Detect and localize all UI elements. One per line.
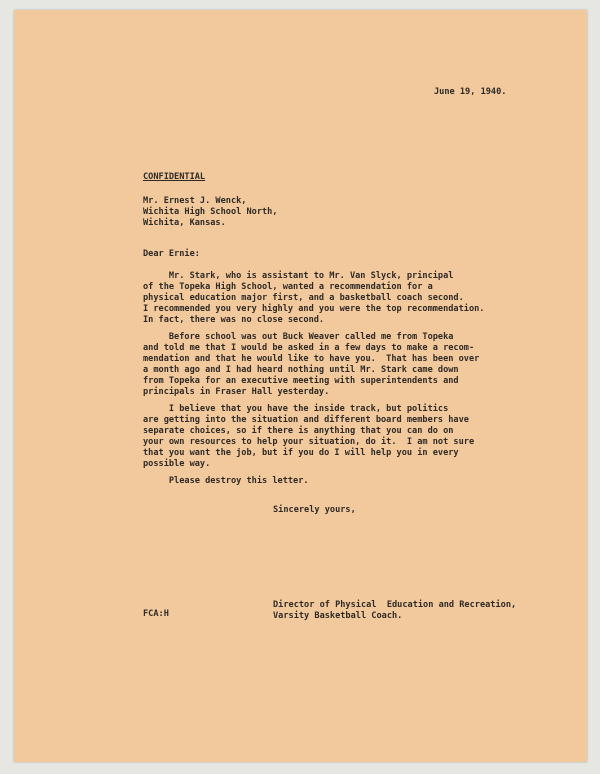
paragraph-line: of the Topeka High School, wanted a recommendation for a [143,282,433,292]
paragraph-line: Please destroy this letter. [143,476,309,486]
paragraph-line: physical education major first, and a basketball coach second. [143,293,464,303]
address-line: Wichita High School North, [143,207,278,217]
letter-page [14,10,587,762]
paragraph-line: In fact, there was no close second. [143,315,325,325]
paragraph-line: Mr. Stark, who is assistant to Mr. Van Slyck, principal [143,271,454,281]
paragraph-line: separate choices, so if there is anything that you can do on [143,426,454,436]
paragraph-1 [143,271,484,326]
paragraph-line: possible way. [143,459,211,469]
closing: Sincerely yours, [273,505,356,515]
address-line: Wichita, Kansas. [143,218,226,228]
paragraph-line: a month ago and I had heard nothing until Mr. Stark came down [143,365,459,375]
paragraph-line: Before school was out Buck Weaver called me from Topeka [143,332,454,342]
title-line: Director of Physical Education and Recreation, [273,600,517,610]
paragraph-line: principals in Fraser Hall yesterday. [143,387,330,397]
paragraph-line: I believe that you have the inside track, but politics [143,404,449,414]
address-line: Mr. Ernest J. Wenck, [143,196,247,206]
reference-initials: FCA:H [143,609,169,619]
salutation: Dear Ernie: [143,249,200,259]
paragraph-line: mendation and that he would like to have you. That has been over [143,354,480,364]
confidential-heading: CONFIDENTIAL [143,172,206,182]
inside-address [143,196,278,229]
paragraph-line: I recommended you very highly and you were the top recommendation. [143,304,485,314]
letter-date: June 19, 1940. [434,87,507,97]
paragraph-3 [143,404,474,470]
paragraph-line: your own resources to help your situation, do it. I am not sure [143,437,475,447]
paragraph-2 [143,332,479,398]
signature-title [273,600,516,622]
paragraph-line: from Topeka for an executive meeting with superintendents and [143,376,459,386]
paragraph-line: are getting into the situation and different board members have [143,415,469,425]
title-line: Varsity Basketball Coach. [273,611,403,621]
paragraph-line: and told me that I would be asked in a few days to make a recom- [143,343,475,353]
paragraph-line: that you want the job, but if you do I will help you in every [143,448,459,458]
paragraph-4 [143,476,309,487]
